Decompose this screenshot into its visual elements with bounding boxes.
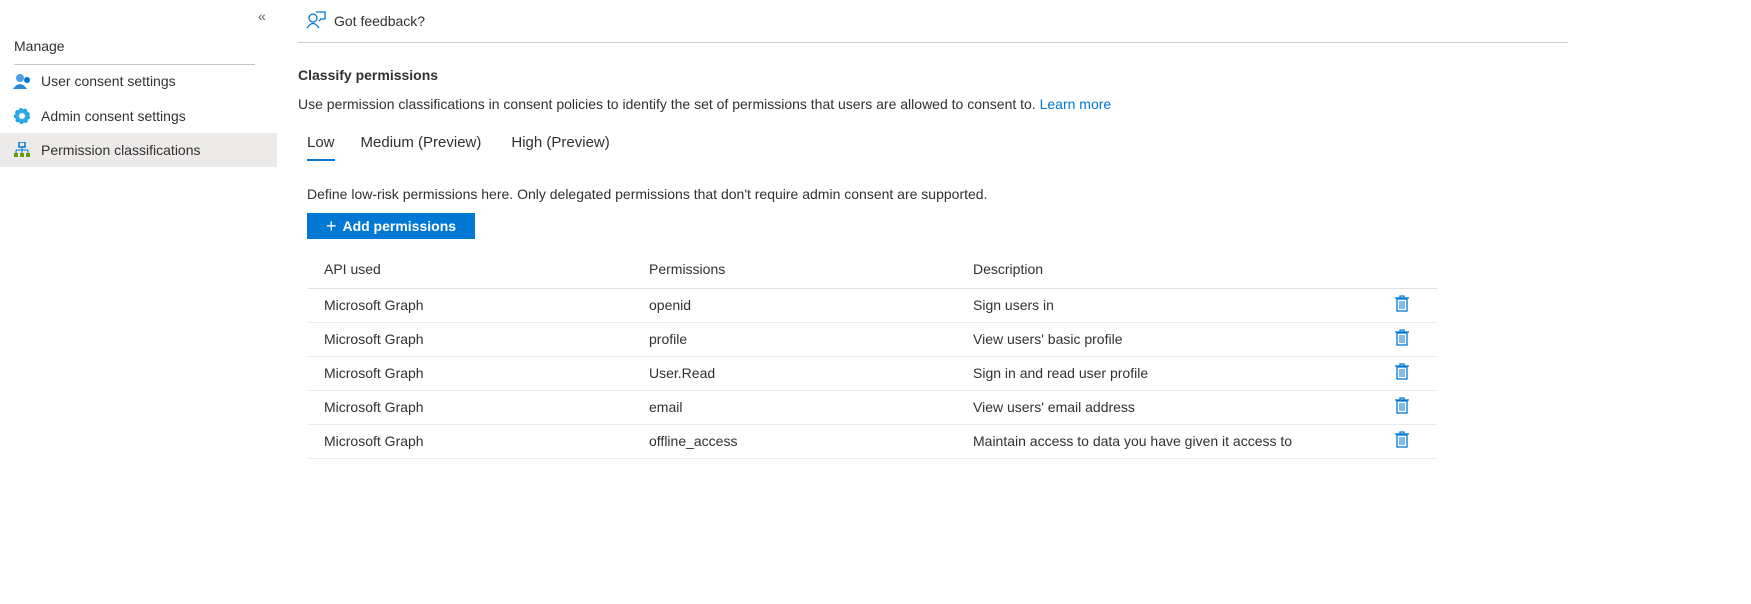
cell-api: Microsoft Graph xyxy=(308,424,633,458)
cell-permission: offline_access xyxy=(633,424,957,458)
cell-description: Sign in and read user profile xyxy=(957,356,1366,390)
column-header-permissions: Permissions xyxy=(633,250,957,288)
permissions-table xyxy=(308,250,1437,459)
cell-api: Microsoft Graph xyxy=(308,390,633,424)
sidebar-item-permission-classifications[interactable] xyxy=(0,133,277,167)
table-row xyxy=(308,390,1437,424)
sidebar-item-admin-consent-settings[interactable] xyxy=(0,99,277,133)
sidebar-item-label: Permission classifications xyxy=(41,142,201,158)
feedback-label: Got feedback? xyxy=(334,13,426,29)
cell-api: Microsoft Graph xyxy=(308,322,633,356)
table-row xyxy=(308,322,1437,356)
column-header-description: Description xyxy=(957,250,1366,288)
add-permissions-button[interactable] xyxy=(307,213,475,239)
description-text: Use permission classifications in consent policies to identify the set of permissions that users are allowed to consent to. xyxy=(298,96,1036,112)
trash-icon xyxy=(1395,401,1409,417)
add-permissions-label: Add permissions xyxy=(342,218,457,234)
user-settings-icon xyxy=(13,72,31,90)
sidebar-item-label: Admin consent settings xyxy=(41,108,186,124)
table-row xyxy=(308,356,1437,390)
cell-description: Maintain access to data you have given it access to xyxy=(957,424,1366,458)
delete-button[interactable] xyxy=(1366,390,1437,424)
cell-description: View users' email address xyxy=(957,390,1366,424)
feedback-button[interactable] xyxy=(306,11,425,32)
table-row xyxy=(308,288,1437,322)
cell-permission: User.Read xyxy=(633,356,957,390)
delete-button[interactable] xyxy=(1366,288,1437,322)
cell-api: Microsoft Graph xyxy=(308,356,633,390)
column-header-actions xyxy=(1366,250,1437,288)
feedback-icon xyxy=(306,11,326,32)
plus-icon: + xyxy=(325,215,337,236)
tab-list xyxy=(307,134,610,161)
sidebar-item-label: User consent settings xyxy=(41,73,176,89)
cell-description: Sign users in xyxy=(957,288,1366,322)
sidebar-item-user-consent-settings[interactable] xyxy=(0,64,277,98)
collapse-sidebar-button[interactable]: « xyxy=(258,8,266,24)
delete-button[interactable] xyxy=(1366,356,1437,390)
tab-low[interactable]: Low xyxy=(307,134,335,161)
tab-high[interactable]: High (Preview) xyxy=(511,134,610,151)
column-header-api: API used xyxy=(308,250,633,288)
tab-medium[interactable]: Medium (Preview) xyxy=(360,134,482,151)
table-header-row xyxy=(308,250,1437,288)
cell-api: Microsoft Graph xyxy=(308,288,633,322)
cell-permission: email xyxy=(633,390,957,424)
trash-icon xyxy=(1395,299,1409,315)
delete-button[interactable] xyxy=(1366,322,1437,356)
gear-icon xyxy=(13,107,31,125)
section-heading: Manage xyxy=(14,38,65,54)
trash-icon xyxy=(1395,333,1409,349)
sidebar xyxy=(0,0,277,604)
cell-permission: profile xyxy=(633,322,957,356)
cell-description: View users' basic profile xyxy=(957,322,1366,356)
page-title: Classify permissions xyxy=(298,67,439,83)
trash-icon xyxy=(1395,435,1409,451)
delete-button[interactable] xyxy=(1366,424,1437,458)
page-description xyxy=(298,96,1111,112)
hierarchy-icon xyxy=(13,141,31,159)
learn-more-link[interactable]: Learn more xyxy=(1039,96,1112,112)
command-bar xyxy=(298,0,1568,43)
cell-permission: openid xyxy=(633,288,957,322)
tab-description: Define low-risk permissions here. Only delegated permissions that don't require admin consent are supported. xyxy=(307,186,988,202)
trash-icon xyxy=(1395,367,1409,383)
table-row xyxy=(308,424,1437,458)
